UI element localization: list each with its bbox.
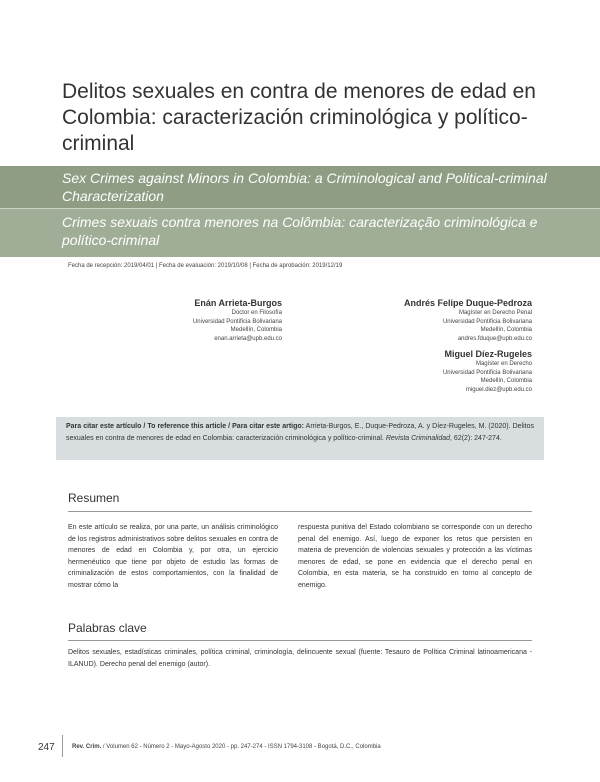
keywords-text: Delitos sexuales, estadísticas criminales, política criminal, criminología, delincuente sexual (fuente: Tesauro de Política Criminal latinoamericana - ILANUD). Derecho penal del enemigo (autor).: [68, 649, 532, 668]
article-title: Delitos sexuales en contra de menores de edad en Colombia: caracterización criminológica y político-criminal: [62, 80, 536, 155]
footer-journal-info: [72, 744, 381, 750]
english-title-band: [0, 166, 600, 209]
submission-dates: Fecha de recepción: 2019/04/01 | Fecha de evaluación: 2019/10/08 | Fecha de aprobación: 2019/12/19: [68, 263, 343, 269]
resumen-rule: [68, 511, 532, 512]
author-city: Medellín, Colombia: [480, 327, 532, 333]
author-name: Miguel Díez-Rugeles: [444, 349, 532, 359]
page-number: 247: [38, 742, 55, 753]
author-degree: Magíster en Derecho: [475, 361, 532, 367]
footer-divider: [62, 735, 63, 757]
author-email[interactable]: miguel.diez@upb.edu.co: [465, 386, 532, 393]
citation-box: [56, 417, 544, 460]
footer-details: / Volumen 62 - Número 2 - Mayo-Agosto 2020 - pp. 247-274 - ISSN 1794-3108 - Bogotá, D.C., Colombia: [101, 744, 381, 750]
author-city: Medellín, Colombia: [480, 378, 532, 384]
author-email[interactable]: andres.fduque@upb.edu.co: [457, 335, 532, 342]
citation-body: Arrieta-Burgos, E., Duque-Pedroza, A. y Díez-Rugeles, M. (2020). Delitos sexuales en contra de menores de edad en Colombia: caracterización criminológica y político-criminal.: [66, 423, 535, 442]
band-divider: [0, 208, 600, 209]
footer-journal-abbr: Rev. Crim.: [72, 744, 102, 750]
portuguese-title-band: [0, 209, 600, 257]
keywords-rule: [68, 640, 532, 641]
english-title: Sex Crimes against Minors in Colombia: a Criminological and Political-criminal Characterization: [62, 170, 547, 204]
keywords-heading: Palabras clave: [68, 621, 147, 635]
resumen-heading: Resumen: [68, 491, 120, 505]
author-institution: Universidad Pontificia Bolivariana: [442, 318, 532, 325]
author-name: Enán Arrieta-Burgos: [194, 298, 282, 308]
resumen-column-1: En este artículo se realiza, por una parte, un análisis criminológico de los registros administrativos sobre delitos sexuales en contra de menores de edad en Colombia y, por otra, un ejercicio hermenéutico que tiene por objeto de estudio las formas de criminalización de estos comportamientos, con la finalidad de mostrar cómo la: [68, 524, 278, 589]
author-degree: Doctor en Filosofía: [231, 310, 282, 316]
author-block: [312, 297, 532, 343]
author-name: Andrés Felipe Duque-Pedroza: [403, 298, 532, 308]
author-degree: Magíster en Derecho Penal: [458, 310, 532, 316]
author-city: Medellín, Colombia: [230, 327, 282, 333]
citation-label: Para citar este artículo / To reference this article / Para citar este artigo:: [66, 423, 305, 430]
author-email[interactable]: enan.arrieta@upb.edu.co: [214, 335, 282, 342]
author-institution: Universidad Pontificia Bolivariana: [192, 318, 282, 325]
citation-pages: , 62(2): 247-274.: [450, 434, 502, 442]
portuguese-title: Crimes sexuais contra menores na Colômbia: caracterização criminológica e político-criminal: [62, 214, 538, 248]
resumen-column-2: respuesta punitiva del Estado colombiano se corresponde con un derecho penal del enemigo. Así, luego de exponer los retos que persisten en materia de prevención de violencias sexuales y protección a las víctimas menores de edad, se pone en evidencia que el derecho penal en Colombia, en esta materia, se ha construido en torno al concepto de enemigo.: [298, 524, 532, 589]
citation-journal: Revista Criminalidad: [385, 434, 451, 442]
author-institution: Universidad Pontificia Bolivariana: [442, 369, 532, 376]
author-block: [82, 297, 282, 343]
author-block: [312, 348, 532, 394]
citation-text: [66, 421, 534, 444]
